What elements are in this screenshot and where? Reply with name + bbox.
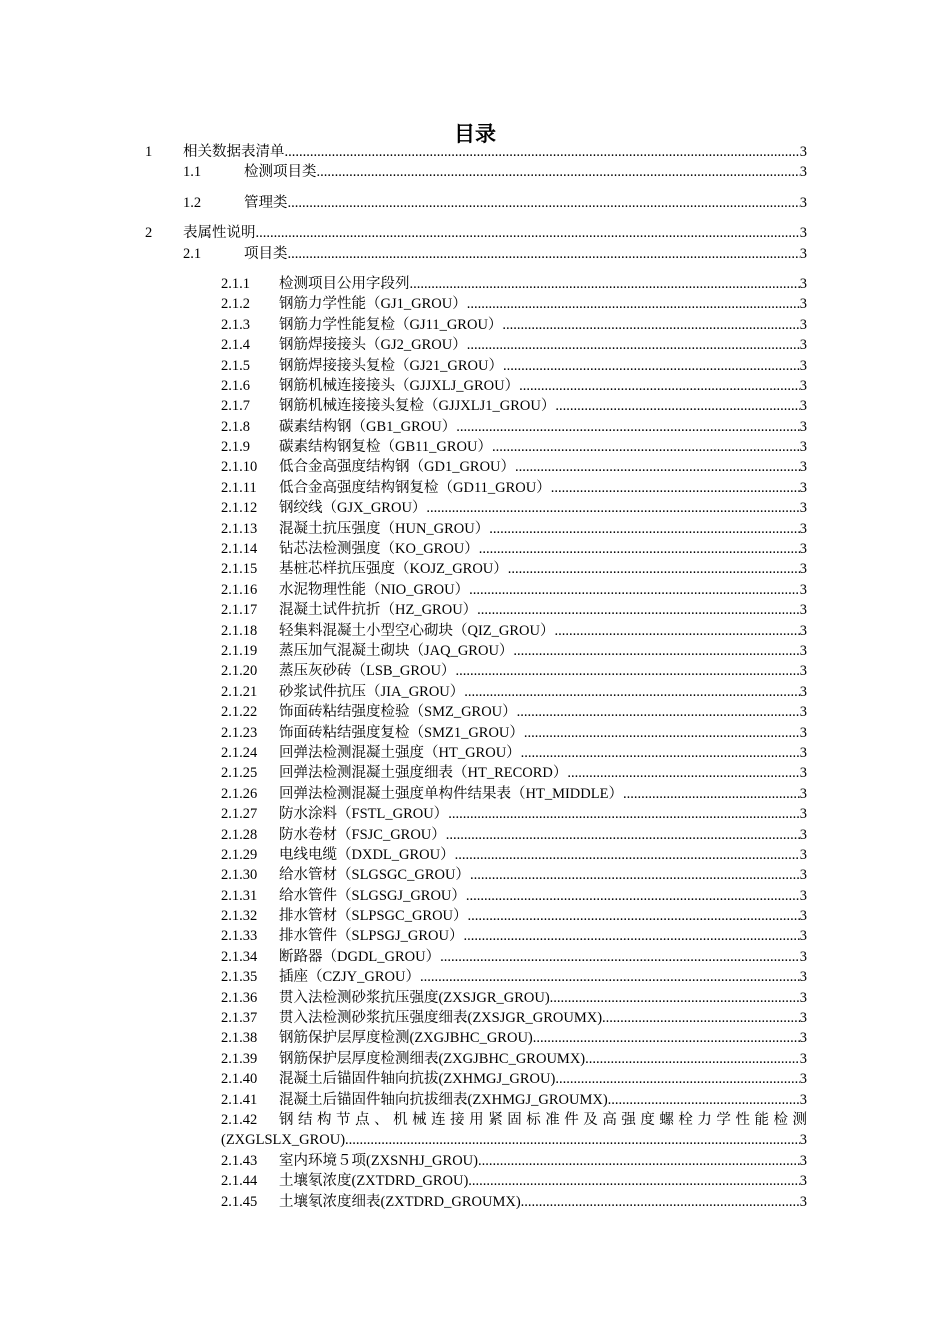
dot-leader [555, 1069, 799, 1089]
toc-number: 2 [145, 225, 153, 242]
dot-leader [602, 1008, 800, 1028]
toc-text: 混凝土后锚固件轴向抗拔(ZXHMGJ_GROU) [279, 1071, 556, 1088]
toc-number: 2.1.32 [221, 908, 258, 925]
toc-number: 2.1.36 [221, 989, 258, 1006]
toc-page: 3 [799, 245, 807, 262]
toc-number: 2.1.3 [221, 316, 250, 333]
toc-text: 混凝土后锚固件轴向抗拔细表(ZXHMGJ_GROUMX) [279, 1091, 608, 1108]
toc-entry[interactable] [0, 763, 950, 783]
toc-entry[interactable] [0, 845, 950, 865]
toc-number: 2.1.27 [221, 806, 258, 823]
toc-text: 钢筋焊接接头复检（GJ21_GROU） [279, 357, 503, 374]
dot-leader [508, 559, 800, 579]
toc-entry[interactable] [0, 162, 950, 182]
toc-number: 2.1.19 [221, 642, 258, 659]
dot-leader [317, 162, 800, 182]
toc-number: 2.1.37 [221, 1010, 258, 1027]
dot-leader [550, 988, 800, 1008]
dot-leader [567, 763, 799, 783]
dot-leader [410, 274, 800, 294]
toc-entry[interactable] [0, 1069, 950, 1089]
toc-text: 碳素结构钢复检（GB11_GROU） [279, 439, 492, 456]
toc-text: 蒸压加气混凝土砌块（JAQ_GROU） [279, 642, 514, 659]
toc-entry[interactable] [0, 926, 950, 946]
toc-entry[interactable] [0, 356, 950, 376]
toc-page: 3 [799, 642, 807, 659]
dot-leader [517, 702, 800, 722]
toc-text: 饰面砖粘结强度复检（SMZ1_GROU） [279, 724, 524, 741]
toc-entry[interactable] [0, 193, 950, 213]
toc-entry[interactable] [0, 743, 950, 763]
toc-number: 2.1.1 [221, 275, 250, 292]
dot-leader [533, 1028, 800, 1048]
toc-text: 给水管件（SLGSGJ_GROU） [279, 887, 466, 904]
toc-entry[interactable] [0, 519, 950, 539]
toc-page: 3 [799, 785, 807, 802]
dot-leader [555, 396, 799, 416]
toc-entry[interactable] [0, 641, 950, 661]
toc-entry[interactable] [0, 967, 950, 987]
toc-page: 3 [799, 989, 807, 1006]
toc-entry[interactable] [0, 1008, 950, 1028]
dot-leader [420, 967, 800, 987]
toc-text: 低合金高强度结构钢（GD1_GROU） [279, 459, 516, 476]
toc-number: 1.1 [183, 164, 202, 181]
toc-page: 3 [799, 887, 807, 904]
toc-entry[interactable] [0, 600, 950, 620]
toc-number: 2.1.6 [221, 377, 250, 394]
toc-number: 2.1.22 [221, 704, 258, 721]
toc-page: 3 [799, 479, 807, 496]
dot-leader [468, 1171, 799, 1191]
toc-number: 2.1.10 [221, 459, 258, 476]
toc-page: 3 [799, 908, 807, 925]
toc-entry[interactable] [0, 498, 950, 518]
dot-leader [440, 947, 800, 967]
toc-page: 3 [799, 867, 807, 884]
toc-number: 2.1 [183, 245, 202, 262]
toc-page: 3 [799, 948, 807, 965]
toc-entry[interactable] [0, 1151, 950, 1171]
toc-number: 2.1.45 [221, 1193, 258, 1210]
toc-text: 混凝土试件抗折（HZ_GROU） [279, 602, 478, 619]
toc-entry[interactable] [0, 1192, 950, 1212]
dot-leader [448, 804, 800, 824]
toc-number: 2.1.24 [221, 744, 258, 761]
toc-number: 2.1.12 [221, 500, 258, 517]
toc-entry[interactable] [0, 274, 950, 294]
dot-leader [288, 244, 800, 264]
toc-number: 2.1.20 [221, 663, 258, 680]
toc-entry[interactable] [0, 702, 950, 722]
dot-leader [288, 193, 800, 213]
toc-page: 3 [799, 683, 807, 700]
toc-text: 排水管件（SLPSGJ_GROU） [279, 928, 464, 945]
toc-text: 贯入法检测砂浆抗压强度细表(ZXSJGR_GROUMX) [279, 1010, 603, 1027]
dot-leader [515, 457, 800, 477]
toc-number: 2.1.23 [221, 724, 258, 741]
toc-page: 3 [799, 337, 807, 354]
toc-entry[interactable] [0, 539, 950, 559]
toc-entry[interactable] [0, 437, 950, 457]
toc-number: 2.1.9 [221, 439, 250, 456]
toc-entry[interactable] [0, 825, 950, 845]
toc-entry[interactable] [0, 478, 950, 498]
toc-text: 钢筋力学性能复检（GJ11_GROU） [279, 316, 503, 333]
toc-page: 3 [799, 275, 807, 292]
toc-text: 钢筋保护层厚度检测(ZXGJBHC_GROU) [279, 1030, 533, 1047]
toc-page: 3 [799, 1071, 807, 1088]
toc-text: 防水涂料（FSTL_GROU） [279, 806, 449, 823]
dot-leader [469, 580, 800, 600]
toc-number: 2.1.18 [221, 622, 258, 639]
toc-page: 3 [799, 296, 807, 313]
dot-leader [502, 315, 799, 335]
toc-number: 2.1.21 [221, 683, 258, 700]
dot-leader [479, 539, 800, 559]
toc-text: 室内环境５项(ZXSNHJ_GROU) [279, 1152, 478, 1169]
toc-text: 钢筋力学性能（GJ1_GROU） [279, 296, 467, 313]
toc-entry[interactable] [0, 376, 950, 396]
toc-number: 2.1.34 [221, 948, 258, 965]
dot-leader [464, 926, 800, 946]
toc-entry[interactable] [0, 723, 950, 743]
toc-text: 排水管材（SLPSGC_GROU） [279, 908, 468, 925]
toc-subsection-list-tail [0, 1151, 950, 1212]
dot-leader [477, 600, 800, 620]
toc-number: 2.1.11 [221, 479, 257, 496]
toc-number: 2.1.29 [221, 846, 258, 863]
toc-number: 2.1.41 [221, 1091, 258, 1108]
toc-entry[interactable] [0, 457, 950, 477]
dot-leader [585, 1049, 800, 1069]
toc-page: 3 [799, 663, 807, 680]
toc-text-continued: (ZXGLSLX_GROU) [221, 1132, 346, 1149]
toc-page: 3 [799, 1030, 807, 1047]
toc-text: 土壤氡浓度(ZXTDRD_GROU) [279, 1173, 469, 1190]
toc-number: 2.1.31 [221, 887, 258, 904]
toc-page: 3 [799, 581, 807, 598]
toc-number: 2.1.16 [221, 581, 258, 598]
toc-text: 表属性说明 [183, 225, 256, 242]
toc-text: 土壤氡浓度细表(ZXTDRD_GROUMX) [279, 1193, 521, 1210]
toc-number: 2.1.8 [221, 418, 250, 435]
toc-text: 蒸压灰砂砖（LSB_GROU） [279, 663, 456, 680]
toc-page: 3 [799, 541, 807, 558]
dot-leader [345, 1130, 800, 1150]
toc-text: 水泥物理性能（NIO_GROU） [279, 581, 470, 598]
toc-page: 3 [799, 500, 807, 517]
toc-entry-wrapped[interactable] [0, 1110, 950, 1151]
toc-number: 1.2 [183, 194, 202, 211]
toc-page: 3 [799, 439, 807, 456]
toc-text: 钻芯法检测强度（KO_GROU） [279, 541, 479, 558]
toc-page: 3 [799, 806, 807, 823]
toc-entry[interactable] [0, 661, 950, 681]
toc-entry[interactable] [0, 1028, 950, 1048]
toc-text: 回弹法检测混凝土强度（HT_GROU） [279, 744, 521, 761]
toc-entry[interactable] [0, 335, 950, 355]
toc-page: 3 [799, 846, 807, 863]
dot-leader [524, 723, 800, 743]
dot-leader [455, 845, 800, 865]
toc-page: 3 [799, 316, 807, 333]
toc-entry[interactable] [0, 886, 950, 906]
dot-leader [464, 682, 799, 702]
toc-text: 钢筋保护层厚度检测细表(ZXGJBHC_GROUMX) [279, 1050, 586, 1067]
page-title: 目录 [454, 122, 496, 146]
dot-leader [456, 417, 800, 437]
toc-page: 3 [799, 418, 807, 435]
dot-leader [608, 1090, 800, 1110]
toc-entry[interactable] [0, 621, 950, 641]
toc-entry[interactable] [0, 682, 950, 702]
toc-number: 2.1.5 [221, 357, 250, 374]
dot-leader [551, 478, 800, 498]
toc-entry[interactable] [0, 865, 950, 885]
toc-page: 3 [799, 164, 807, 181]
toc-number: 2.1.40 [221, 1071, 258, 1088]
toc-number: 2.1.7 [221, 398, 250, 415]
toc-number: 2.1.38 [221, 1030, 258, 1047]
toc-entry[interactable] [0, 559, 950, 579]
toc-number: 2.1.2 [221, 296, 250, 313]
toc-number: 2.1.4 [221, 337, 250, 354]
toc-number: 2.1.43 [221, 1152, 258, 1169]
toc-page: 3 [799, 357, 807, 374]
toc-number: 2.1.15 [221, 561, 258, 578]
toc-page: 3 [799, 1132, 807, 1149]
dot-leader [455, 661, 799, 681]
toc-page: 3 [799, 622, 807, 639]
toc-number: 2.1.17 [221, 602, 258, 619]
toc-page: 3 [799, 969, 807, 986]
toc-text: 项目类 [244, 245, 288, 262]
toc-text: 钢绞线（GJX_GROU） [279, 500, 427, 517]
dot-leader [466, 886, 800, 906]
toc-page: 3 [799, 724, 807, 741]
toc-page: 3 [799, 1091, 807, 1108]
toc-number: 2.1.25 [221, 765, 258, 782]
toc-entry[interactable] [0, 1049, 950, 1069]
toc-entry[interactable] [0, 906, 950, 926]
dot-leader [285, 142, 800, 162]
toc-page: 3 [799, 459, 807, 476]
toc-text: 管理类 [244, 194, 288, 211]
toc-page: 3 [799, 1050, 807, 1067]
toc-text: 贯入法检测砂浆抗压强度(ZXSJGR_GROU) [279, 989, 550, 1006]
toc-entry[interactable] [0, 223, 950, 243]
toc-text: 给水管材（SLGSGC_GROU） [279, 867, 470, 884]
toc-text: 防水卷材（FSJC_GROU） [279, 826, 446, 843]
dot-leader [521, 743, 800, 763]
toc-text: 饰面砖粘结强度检验（SMZ_GROU） [279, 704, 517, 721]
toc-entry[interactable] [0, 315, 950, 335]
toc-number: 2.1.42 [221, 1111, 258, 1128]
dot-leader [256, 223, 800, 243]
toc-entry[interactable] [0, 988, 950, 1008]
toc-page: 3 [799, 398, 807, 415]
toc-number: 2.1.39 [221, 1050, 258, 1067]
toc-subsection-list [0, 274, 950, 1110]
toc-entry[interactable] [0, 784, 950, 804]
toc-entry[interactable] [0, 1090, 950, 1110]
toc-page: 3 [799, 744, 807, 761]
toc-number: 2.1.33 [221, 928, 258, 945]
toc-number: 1 [145, 144, 153, 160]
toc-page: 3 [799, 1173, 807, 1190]
dot-leader [555, 621, 800, 641]
toc-entry[interactable] [0, 142, 950, 162]
toc-text: 基桩芯样抗压强度（KOJZ_GROU） [279, 561, 508, 578]
toc-text: 检测项目公用字段列 [279, 275, 410, 292]
toc-page: 3 [799, 704, 807, 721]
dot-leader [513, 641, 799, 661]
toc-text: 钢结构节点、机械连接用紧固标准件及高强度螺栓力学性能检测 [279, 1111, 807, 1128]
toc-number: 2.1.26 [221, 785, 258, 802]
toc-entry[interactable] [0, 417, 950, 437]
toc-text: 电线电缆（DXDL_GROU） [279, 846, 455, 863]
toc-number: 2.1.44 [221, 1173, 258, 1190]
toc-page: 3 [799, 928, 807, 945]
dot-leader [478, 1151, 800, 1171]
toc-page: 3 [799, 602, 807, 619]
toc-page: 3 [799, 765, 807, 782]
toc-page: 3 [799, 377, 807, 394]
toc-entry[interactable] [0, 580, 950, 600]
toc-text: 碳素结构钢（GB1_GROU） [279, 418, 457, 435]
toc-number: 2.1.28 [221, 826, 258, 843]
table-of-contents [0, 142, 950, 1212]
toc-page: 3 [799, 225, 807, 242]
dot-leader [426, 498, 799, 518]
toc-entry[interactable] [0, 1171, 950, 1191]
toc-text: 插座（CZJY_GROU） [279, 969, 420, 986]
toc-entry[interactable] [0, 396, 950, 416]
dot-leader [446, 825, 800, 845]
toc-text: 轻集料混凝土小型空心砌块（QIZ_GROU） [279, 622, 555, 639]
toc-page: 3 [799, 144, 807, 160]
toc-number: 2.1.13 [221, 520, 258, 537]
toc-entry[interactable] [0, 804, 950, 824]
toc-text: 砂浆试件抗压（JIA_GROU） [279, 683, 465, 700]
dot-leader [489, 519, 800, 539]
dot-leader [503, 356, 800, 376]
toc-page: 3 [799, 194, 807, 211]
toc-page: 3 [799, 1010, 807, 1027]
dot-leader [468, 906, 800, 926]
toc-page: 3 [799, 826, 807, 843]
toc-number: 2.1.35 [221, 969, 258, 986]
toc-page: 3 [799, 1152, 807, 1169]
toc-number: 2.1.14 [221, 541, 258, 558]
dot-leader [467, 335, 800, 355]
toc-page: 3 [799, 1193, 807, 1210]
toc-text: 钢筋机械连接接头复检（GJJXLJ1_GROU） [279, 398, 556, 415]
dot-leader [470, 865, 800, 885]
toc-entry[interactable] [0, 947, 950, 967]
toc-page: 3 [799, 561, 807, 578]
toc-text: 低合金高强度结构钢复检（GD11_GROU） [279, 479, 551, 496]
toc-text: 钢筋机械连接接头（GJJXLJ_GROU） [279, 377, 520, 394]
toc-text: 混凝土抗压强度（HUN_GROU） [279, 520, 490, 537]
toc-text: 钢筋焊接接头（GJ2_GROU） [279, 337, 467, 354]
toc-text: 回弹法检测混凝土强度单构件结果表（HT_MIDDLE） [279, 785, 623, 802]
toc-page: 3 [799, 520, 807, 537]
toc-number: 2.1.30 [221, 867, 258, 884]
toc-entry[interactable] [0, 294, 950, 314]
dot-leader [492, 437, 800, 457]
dot-leader [623, 784, 800, 804]
toc-text: 检测项目类 [244, 164, 317, 181]
toc-entry[interactable] [0, 244, 950, 264]
dot-leader [519, 376, 800, 396]
toc-text: 相关数据表清单 [183, 144, 285, 160]
toc-text: 断路器（DGDL_GROU） [279, 948, 441, 965]
dot-leader [521, 1192, 800, 1212]
dot-leader [467, 294, 800, 314]
toc-text: 回弹法检测混凝土强度细表（HT_RECORD） [279, 765, 568, 782]
